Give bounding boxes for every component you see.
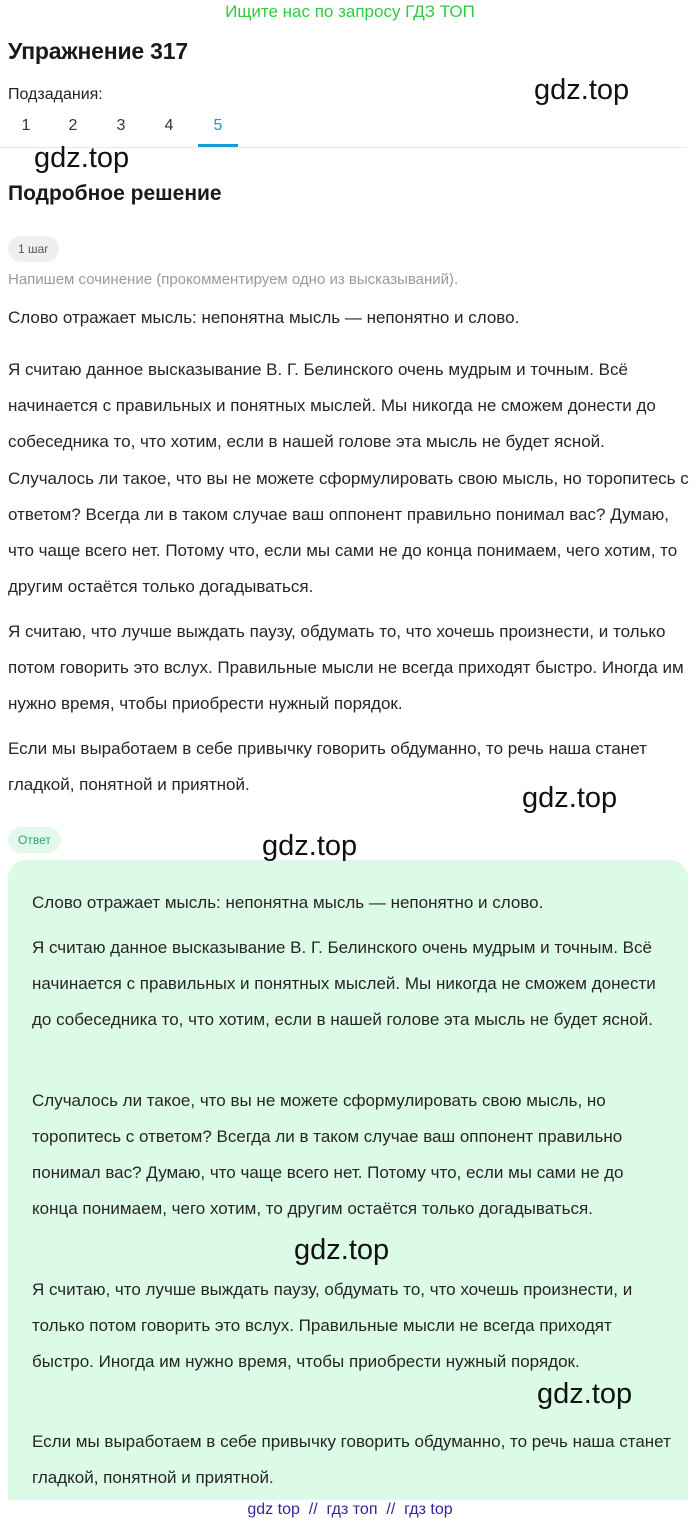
watermark: gdz.top [534, 74, 630, 106]
subtasks-label: Подзадания: [8, 86, 103, 103]
watermark: gdz.top [34, 142, 130, 174]
solution-paragraph: Слово отражает мысль: непонятна мысль — непонятно и слово. [8, 308, 520, 327]
answer-paragraph: Случалось ли такое, что вы не можете сформулировать свою мысль, но торопитесь с ответом? Всегда ли в таком случае ваш оппонент правильно понимал вас? Думаю, что чаще всего нет. Потому что, если мы сами не до конца понимаем, чего хотим, то другим остаётся только догадываться. [32, 1091, 624, 1218]
answer-paragraph: Я считаю данное высказывание В. Г. Белинского очень мудрым и точным. Всё начинается с правильных и понятных мыслей. Мы никогда не сможем донести до собеседника то, что хотим, если в нашей голове эта мысль не будет ясной. [32, 938, 656, 1029]
solution-paragraph: Если мы выработаем в себе привычку говорить обдуманно, то речь наша станет гладкой, понятной и приятной. [8, 739, 647, 794]
section-title: Подробное решение [8, 182, 222, 205]
promo-banner[interactable]: Ищите нас по запросу ГДЗ ТОП [225, 2, 475, 21]
solution-paragraph: Я считаю, что лучше выждать паузу, обдумать то, что хочешь произнести, и только потом говорить это вслух. Правильные мысли не всегда приходят быстро. Иногда им нужно время, чтобы приобрести нужный порядок. [8, 622, 684, 713]
answer-paragraph: Если мы выработаем в себе привычку говорить обдуманно, то речь наша станет гладкой, понятной и приятной. [32, 1432, 671, 1487]
watermark: gdz.top [294, 1234, 390, 1266]
page-title: Упражнение 317 [8, 38, 188, 64]
subtask-tab-3[interactable]: 3 [116, 117, 126, 134]
answer-badge: Ответ [8, 827, 61, 853]
solution-paragraph: Случалось ли такое, что вы не можете сформулировать свою мысль, но торопитесь с ответом? Всегда ли в таком случае ваш оппонент правильно понимал вас? Думаю, что чаще всего нет. Потому что, если мы сами не до конца понимаем, чего хотим, то другим остаётся только догадываться. [8, 469, 689, 596]
subtask-tab-5[interactable]: 5 [198, 110, 238, 147]
subtask-tab-1[interactable]: 1 [21, 117, 31, 134]
watermark: gdz.top [537, 1378, 633, 1410]
subtask-tab-2[interactable]: 2 [68, 117, 78, 134]
answer-paragraph: Я считаю, что лучше выждать паузу, обдумать то, что хочешь произнести, и только потом говорить это вслух. Правильные мысли не всегда приходят быстро. Иногда им нужно время, чтобы приобрести нужный порядок. [32, 1280, 633, 1371]
answer-paragraph: Слово отражает мысль: непонятна мысль — непонятно и слово. [32, 893, 544, 912]
footer-links[interactable]: gdz top // гдз топ // гдз top [247, 1501, 453, 1518]
watermark: gdz.top [522, 782, 618, 814]
solution-paragraph: Я считаю данное высказывание В. Г. Белинского очень мудрым и точным. Всё начинается с правильных и понятных мыслей. Мы никогда не сможем донести до собеседника то, что хотим, если в нашей голове эта мысль не будет ясной. [8, 360, 656, 451]
solution-intro: Напишем сочинение (прокомментируем одно из высказываний). [8, 271, 459, 288]
subtask-tab-4[interactable]: 4 [164, 117, 174, 134]
step-badge: 1 шаг [8, 236, 59, 262]
watermark: gdz.top [262, 830, 358, 862]
